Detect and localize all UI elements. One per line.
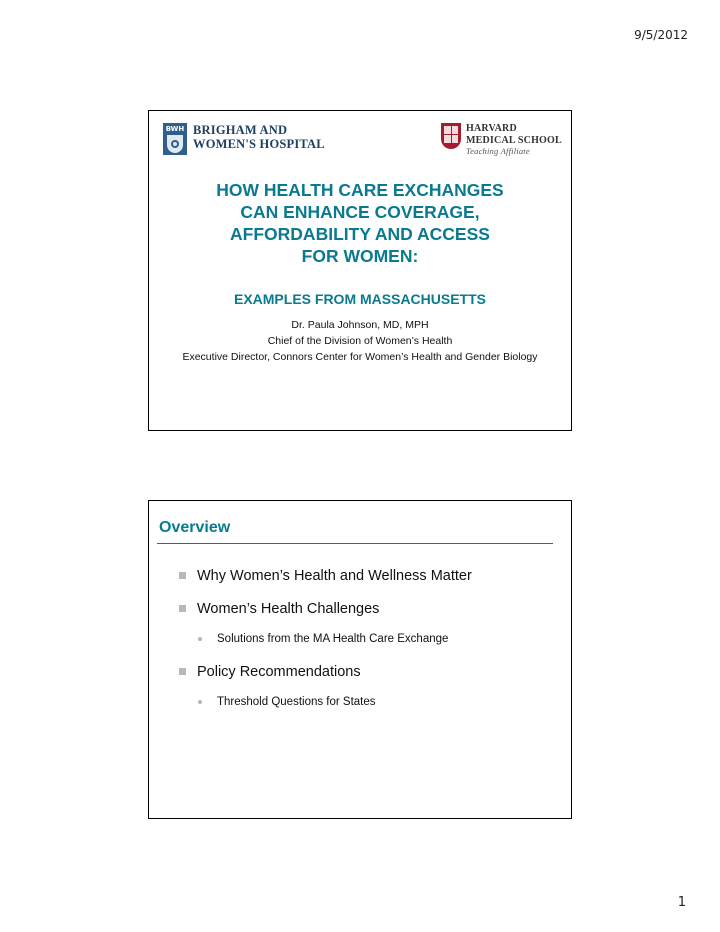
bwh-logo-line2: WOMEN'S HOSPITAL — [193, 137, 325, 151]
bullet-list — [179, 567, 561, 726]
page-date: 9/5/2012 — [634, 28, 688, 42]
bwh-logo-line1: BRIGHAM AND — [193, 123, 288, 137]
presenter-role: Executive Director, Connors Center for Women’s Health and Gender Biology — [182, 351, 538, 363]
harvard-shield-icon — [441, 123, 461, 149]
presenter-info — [155, 317, 565, 365]
bwh-abbr: BWH — [165, 125, 185, 133]
harvard-medical-school-logo — [441, 123, 562, 158]
title-line: AFFORDABILITY AND ACCESS — [230, 224, 490, 244]
title-line: HOW HEALTH CARE EXCHANGES — [216, 180, 504, 200]
title-line: FOR WOMEN: — [301, 246, 419, 266]
hms-logo-line2: MEDICAL SCHOOL — [466, 134, 562, 146]
presenter-role: Chief of the Division of Women’s Health — [267, 335, 453, 347]
hms-logo-line1: HARVARD — [466, 123, 517, 134]
bullet-item: Why Women’s Health and Wellness Matter — [179, 567, 561, 585]
bwh-shield-icon — [163, 123, 187, 155]
heading-divider — [157, 543, 553, 544]
overview-slide — [148, 500, 572, 819]
brigham-womens-logo — [163, 123, 325, 155]
slide-subtitle: EXAMPLES FROM MASSACHUSETTS — [233, 291, 486, 307]
title-slide — [148, 110, 572, 431]
slide-heading: Overview — [159, 519, 231, 536]
sub-bullet-item: Threshold Questions for States — [179, 694, 561, 710]
title-line: CAN ENHANCE COVERAGE, — [240, 202, 480, 222]
bullet-item: Women’s Health Challenges — [179, 600, 561, 618]
sub-bullet-item: Solutions from the MA Health Care Exchange — [179, 631, 561, 647]
slide-title — [149, 179, 571, 267]
hms-logo-line3: Teaching Affiliate — [466, 146, 530, 156]
presenter-name: Dr. Paula Johnson, MD, MPH — [291, 319, 429, 331]
page-number: 1 — [677, 895, 686, 910]
bullet-item: Policy Recommendations — [179, 663, 561, 681]
